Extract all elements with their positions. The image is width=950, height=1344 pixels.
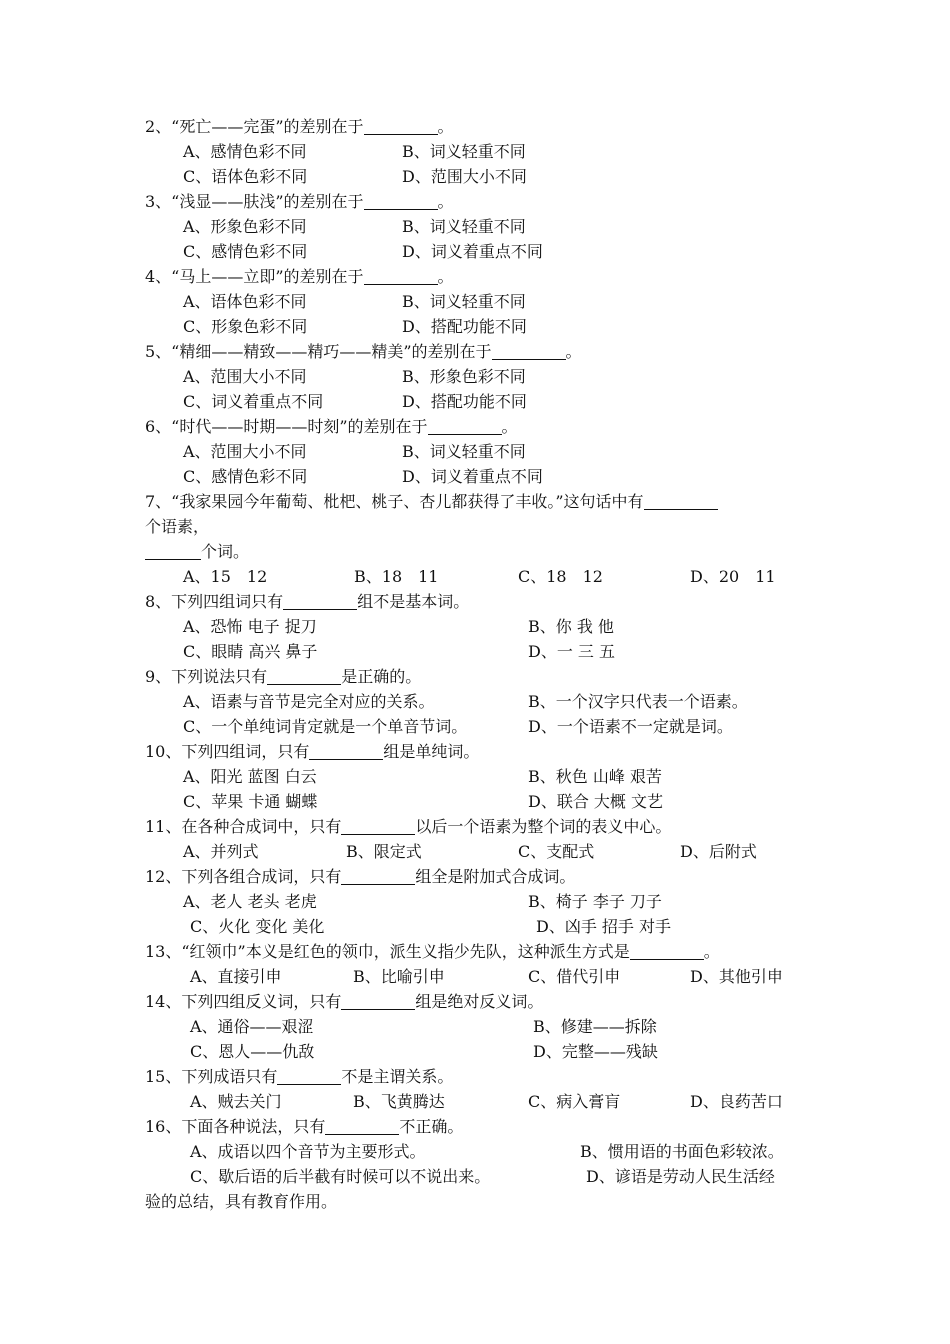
question-10-option-b: B、秋色 山峰 艰苦 xyxy=(528,767,662,786)
question-5-option-d: D、搭配功能不同 xyxy=(402,392,527,411)
answer-blank xyxy=(341,868,415,885)
question-7-option-a: A、15 12 xyxy=(183,567,268,586)
question-13-option-a: A、直接引申 xyxy=(190,967,282,986)
question-13-option-c: C、借代引申 xyxy=(528,967,621,986)
question-3-option-c: C、感情色彩不同 xyxy=(183,242,308,261)
question-12-stem: 12、下列各组合成词，只有 组全是附加式合成词。 xyxy=(145,867,576,886)
question-6-option-d: D、词义着重点不同 xyxy=(402,467,543,486)
question-16-option-c: C、歇后语的后半截有时候可以不说出来。 xyxy=(190,1167,491,1186)
question-4-option-b: B、词义轻重不同 xyxy=(402,292,526,311)
question-13-option-d: D、其他引申 xyxy=(690,967,783,986)
question-8-option-c: C、眼睛 高兴 鼻子 xyxy=(183,642,318,661)
question-7-option-b: B、18 11 xyxy=(354,567,439,586)
question-7-stem: 7、“我家果园今年葡萄、枇杷、桃子、杏儿都获得了丰收。”这句话中有 xyxy=(145,489,718,514)
question-10-stem: 10、下列四组词，只有 组是单纯词。 xyxy=(145,742,480,761)
question-6-option-b: B、词义轻重不同 xyxy=(402,442,526,461)
question-13-stem: 13、“红领巾”本义是红色的领巾，派生义指少先队，这种派生方式是 。 xyxy=(145,942,720,961)
question-12-option-d: D、凶手 招手 对手 xyxy=(536,917,672,936)
answer-blank xyxy=(325,1118,399,1135)
question-15-option-d: D、良药苦口 xyxy=(690,1092,783,1111)
question-4-option-c: C、形象色彩不同 xyxy=(183,317,308,336)
question-16-option-a: A、成语以四个音节为主要形式。 xyxy=(190,1142,426,1161)
question-10-option-a: A、阳光 蓝图 白云 xyxy=(183,767,317,786)
question-4-stem: 4、“马上——立即”的差别在于 。 xyxy=(145,267,454,286)
answer-blank xyxy=(644,493,718,510)
question-11-option-b: B、限定式 xyxy=(346,842,422,861)
question-2-stem: 2、“死亡——完蛋”的差别在于 。 xyxy=(145,117,454,136)
question-9-option-b: B、一个汉字只代表一个语素。 xyxy=(528,692,748,711)
answer-blank xyxy=(364,118,438,135)
question-12-option-b: B、椅子 李子 刀子 xyxy=(528,892,662,911)
answer-blank xyxy=(341,818,415,835)
question-13-option-b: B、比喻引申 xyxy=(353,967,445,986)
question-11-option-a: A、并列式 xyxy=(183,842,259,861)
question-7-option-d: D、20 11 xyxy=(690,567,776,586)
question-3-option-b: B、词义轻重不同 xyxy=(402,217,526,236)
question-7-stem-line3: 个词。 xyxy=(145,539,249,564)
question-10-option-c: C、苹果 卡通 蝴蝶 xyxy=(183,792,318,811)
question-5-option-c: C、词义着重点不同 xyxy=(183,392,324,411)
answer-blank xyxy=(428,418,502,435)
question-11-stem: 11、在各种合成词中，只有 以后一个语素为整个词的表义中心。 xyxy=(145,817,672,836)
question-12-option-c: C、火化 变化 美化 xyxy=(190,917,325,936)
question-9-option-a: A、语素与音节是完全对应的关系。 xyxy=(183,692,435,711)
question-4-option-a: A、语体色彩不同 xyxy=(183,292,307,311)
question-9-option-d: D、一个语素不一定就是词。 xyxy=(528,717,733,736)
question-6-option-c: C、感情色彩不同 xyxy=(183,467,308,486)
question-15-stem: 15、下列成语只有 不是主谓关系。 xyxy=(145,1067,454,1086)
question-5-option-b: B、形象色彩不同 xyxy=(402,367,526,386)
question-6-stem: 6、“时代——时期——时刻”的差别在于 。 xyxy=(145,417,518,436)
question-8-option-b: B、你 我 他 xyxy=(528,617,614,636)
question-3-option-d: D、词义着重点不同 xyxy=(402,242,543,261)
question-14-option-d: D、完整——残缺 xyxy=(533,1042,658,1061)
question-9-stem: 9、下列说法只有 是正确的。 xyxy=(145,667,422,686)
answer-blank xyxy=(145,543,201,560)
question-14-option-b: B、修建——拆除 xyxy=(533,1017,657,1036)
question-15-option-c: C、病入膏肓 xyxy=(528,1092,621,1111)
answer-blank xyxy=(492,343,566,360)
question-8-option-a: A、恐怖 电子 捉刀 xyxy=(183,617,317,636)
answer-blank xyxy=(364,193,438,210)
answer-blank xyxy=(283,593,357,610)
question-6-option-a: A、范围大小不同 xyxy=(183,442,307,461)
question-5-option-a: A、范围大小不同 xyxy=(183,367,307,386)
answer-blank xyxy=(341,993,415,1010)
question-2-option-a: A、感情色彩不同 xyxy=(183,142,307,161)
answer-blank xyxy=(630,943,704,960)
question-16-option-d: D、谚语是劳动人民生活经 xyxy=(586,1167,775,1186)
question-3-stem: 3、“浅显——肤浅”的差别在于 。 xyxy=(145,192,454,211)
question-5-stem: 5、“精细——精致——精巧——精美”的差别在于 。 xyxy=(145,342,582,361)
question-14-stem: 14、下列四组反义词，只有 组是绝对反义词。 xyxy=(145,992,544,1011)
question-7-option-c: C、18 12 xyxy=(518,567,603,586)
question-2-option-b: B、词义轻重不同 xyxy=(402,142,526,161)
question-15-option-b: B、飞黄腾达 xyxy=(353,1092,445,1111)
question-15-option-a: A、贼去关门 xyxy=(190,1092,282,1111)
answer-blank xyxy=(364,268,438,285)
question-11-option-d: D、后附式 xyxy=(680,842,757,861)
question-16-option-b: B、惯用语的书面色彩较浓。 xyxy=(580,1142,784,1161)
question-2-option-c: C、语体色彩不同 xyxy=(183,167,308,186)
question-14-option-c: C、恩人——仇敌 xyxy=(190,1042,315,1061)
question-12-option-a: A、老人 老头 老虎 xyxy=(183,892,317,911)
question-10-option-d: D、联合 大概 文艺 xyxy=(528,792,664,811)
question-2-option-d: D、范围大小不同 xyxy=(402,167,527,186)
question-8-stem: 8、下列四组词只有 组不是基本词。 xyxy=(145,592,470,611)
answer-blank xyxy=(277,1068,341,1085)
question-16-stem: 16、下面各种说法，只有 不正确。 xyxy=(145,1117,464,1136)
question-3-option-a: A、形象色彩不同 xyxy=(183,217,307,236)
question-9-option-c: C、一个单纯词肯定就是一个单音节词。 xyxy=(183,717,468,736)
question-4-option-d: D、搭配功能不同 xyxy=(402,317,527,336)
answer-blank xyxy=(267,668,341,685)
question-16-option-d-continuation: 验的总结，具有教育作用。 xyxy=(145,1192,338,1211)
question-7-stem-line2: 个语素， xyxy=(145,517,210,536)
question-14-option-a: A、通俗——艰涩 xyxy=(190,1017,314,1036)
question-11-option-c: C、支配式 xyxy=(518,842,595,861)
question-8-option-d: D、一 三 五 xyxy=(528,642,616,661)
answer-blank xyxy=(309,743,383,760)
